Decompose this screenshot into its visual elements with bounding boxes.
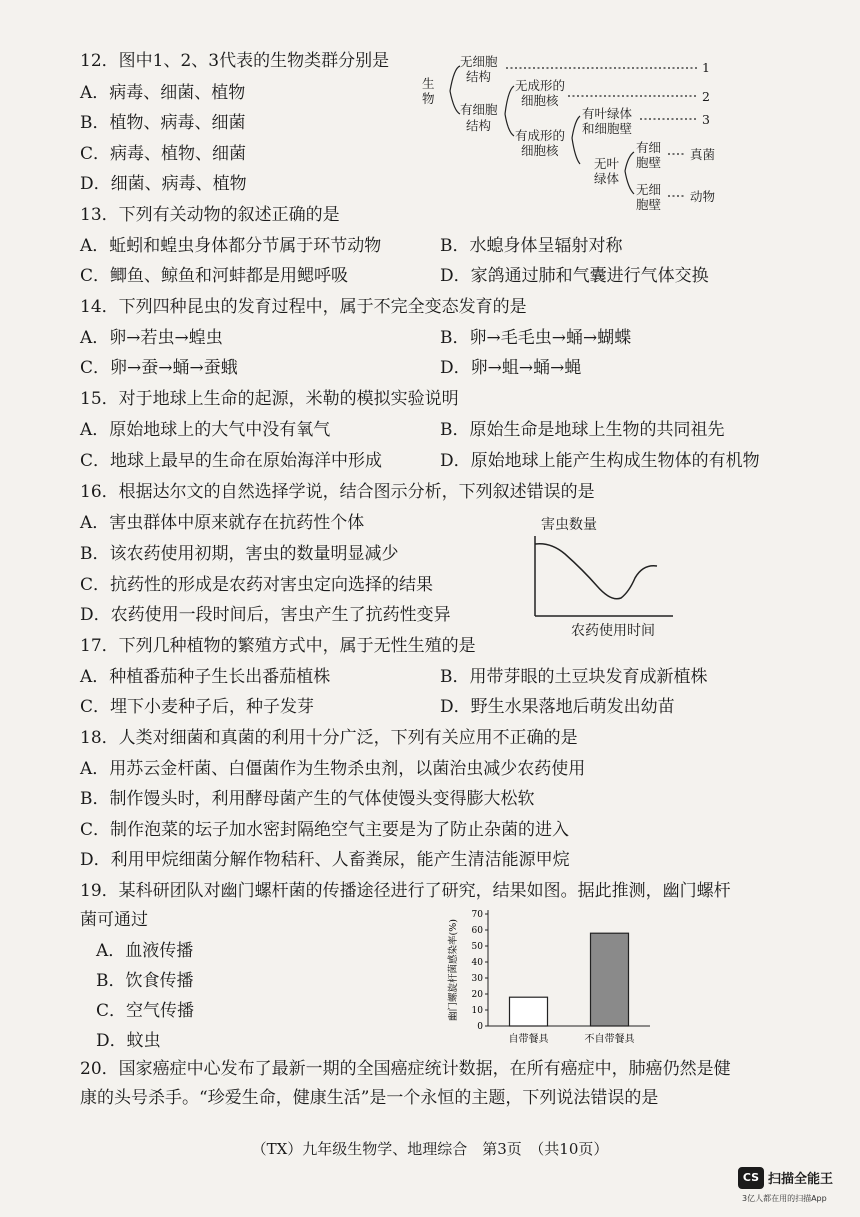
bar-chart-tick-label: 60 bbox=[471, 926, 483, 936]
q15-option-d: D．原始地球上能产生构成生物体的有机物 bbox=[440, 451, 760, 471]
diagram-has-wall-line1: 有细 bbox=[636, 140, 662, 155]
bar-chart-tick-label: 40 bbox=[471, 958, 483, 968]
q14-stem: 14．下列四种昆虫的发育过程中，属于不完全变态发育的是 bbox=[80, 297, 527, 317]
diagram-has-nucleus-line1: 有成形的 bbox=[515, 128, 566, 143]
pest-population-curve bbox=[535, 544, 657, 599]
diagram-root-label: 生物 bbox=[422, 76, 435, 106]
q19-stem-line2: 菌可通过 bbox=[80, 910, 148, 930]
bar-chart-ylabel: 幽门螺旋杆菌感染率(%) bbox=[448, 919, 459, 1021]
diagram-no-wall-line2: 胞壁 bbox=[636, 197, 662, 212]
q12-option-c: C．病毒、植物、细菌 bbox=[80, 144, 247, 164]
bar-chart-tick-label: 50 bbox=[471, 942, 483, 952]
bar-1 bbox=[510, 997, 548, 1026]
infection-rate-bar-chart bbox=[440, 900, 700, 1048]
q17-stem: 17．下列几种植物的繁殖方式中，属于无性生殖的是 bbox=[80, 636, 476, 656]
bar-chart-tick-label: 10 bbox=[471, 1006, 483, 1016]
diagram-has-cell-line2: 结构 bbox=[466, 118, 492, 133]
q16-option-b: B．该农药使用初期，害虫的数量明显减少 bbox=[80, 544, 399, 564]
q19-option-c: C．空气传播 bbox=[96, 1001, 195, 1021]
scanner-logo-icon: CS bbox=[738, 1167, 764, 1189]
diagram-no-nucleus-line1: 无成形的 bbox=[515, 78, 566, 93]
diagram-no-nucleus-line2: 细胞核 bbox=[521, 93, 559, 108]
q13-option-a: A．蚯蚓和蝗虫身体都分节属于环节动物 bbox=[80, 236, 382, 256]
q17-option-c: C．埋下小麦种子后，种子发芽 bbox=[80, 697, 315, 717]
q12-stem: 12．图中1、2、3代表的生物类群分别是 bbox=[80, 51, 390, 71]
q14-option-b: B．卵→毛毛虫→蛹→蝴蝶 bbox=[440, 328, 632, 348]
bar-chart-tick-label: 20 bbox=[471, 990, 483, 1000]
page-footer: （TX）九年级生物学、地理综合 第3页 （共10页） bbox=[251, 1140, 609, 1158]
q16-stem: 16．根据达尔文的自然选择学说，结合图示分析，下列叙述错误的是 bbox=[80, 482, 595, 502]
scanner-tagline: 3亿人都在用的扫描App bbox=[742, 1194, 827, 1203]
q19-option-a: A．血液传播 bbox=[96, 941, 194, 961]
diagram-has-wall-line2: 胞壁 bbox=[636, 155, 662, 170]
q16-option-a: A．害虫群体中原来就存在抗药性个体 bbox=[80, 513, 365, 533]
q18-option-d: D．利用甲烷细菌分解作物秸秆、人畜粪尿，能产生清洁能源甲烷 bbox=[80, 850, 570, 870]
q12-option-d: D．细菌、病毒、植物 bbox=[80, 174, 247, 194]
q14-option-a: A．卵→若虫→蝗虫 bbox=[80, 328, 223, 348]
diagram-no-wall-line1: 无细 bbox=[636, 182, 662, 197]
diagram-animal-label: 动物 bbox=[690, 189, 716, 204]
q13-stem: 13．下列有关动物的叙述正确的是 bbox=[80, 205, 340, 225]
q20-stem-line2: 康的头号杀手。“珍爱生命，健康生活”是一个永恒的主题，下列说法错误的是 bbox=[80, 1088, 659, 1108]
diagram-number-3: 3 bbox=[702, 112, 710, 127]
q15-option-a: A．原始地球上的大气中没有氧气 bbox=[80, 420, 331, 440]
diagram-no-chloroplast-line2: 绿体 bbox=[594, 171, 620, 186]
bar-chart-tick-label: 70 bbox=[471, 910, 483, 920]
q17-option-d: D．野生水果落地后萌发出幼苗 bbox=[440, 697, 675, 717]
diagram-number-1: 1 bbox=[702, 60, 710, 75]
diagram-no-cell-line2: 结构 bbox=[466, 69, 492, 84]
q16-option-c: C．抗药性的形成是农药对害虫定向选择的结果 bbox=[80, 575, 434, 595]
bar-chart-tick-label: 30 bbox=[471, 974, 483, 984]
q17-option-a: A．种植番茄种子生长出番茄植株 bbox=[80, 667, 331, 687]
diagram-chloroplast-wall-line2: 和细胞壁 bbox=[582, 121, 633, 136]
q15-option-b: B．原始生命是地球上生物的共同祖先 bbox=[440, 420, 725, 440]
q13-option-b: B．水螅身体呈辐射对称 bbox=[440, 236, 623, 256]
scanner-name: 扫描全能王 bbox=[768, 1172, 834, 1187]
q19-stem-line1: 19．某科研团队对幽门螺杆菌的传播途径进行了研究，结果如图。据此推测，幽门螺杆 bbox=[80, 881, 731, 901]
q14-option-d: D．卵→蛆→蛹→蝇 bbox=[440, 358, 582, 378]
diagram-fungi-label: 真菌 bbox=[690, 147, 716, 162]
q17-option-b: B．用带芽眼的土豆块发育成新植株 bbox=[440, 667, 708, 687]
bar-2 bbox=[591, 933, 629, 1026]
q18-option-a: A．用苏云金杆菌、白僵菌作为生物杀虫剂，以菌治虫减少农药使用 bbox=[80, 759, 586, 779]
diagram-has-nucleus-line2: 细胞核 bbox=[521, 143, 559, 158]
q15-option-c: C．地球上最早的生命在原始海洋中形成 bbox=[80, 451, 383, 471]
diagram-chloroplast-wall-line1: 有叶绿体 bbox=[582, 106, 633, 121]
diagram-no-cell-line1: 无细胞 bbox=[460, 54, 498, 69]
q13-option-d: D．家鸽通过肺和气囊进行气体交换 bbox=[440, 266, 709, 286]
q18-option-b: B．制作馒头时，利用酵母菌产生的气体使馒头变得膨大松软 bbox=[80, 789, 535, 809]
q16-option-d: D．农药使用一段时间后，害虫产生了抗药性变异 bbox=[80, 605, 451, 625]
pest-population-chart bbox=[525, 512, 695, 642]
diagram-no-chloroplast-line1: 无叶 bbox=[594, 156, 620, 171]
q15-stem: 15．对于地球上生命的起源，米勒的模拟实验说明 bbox=[80, 389, 459, 409]
bar-category-label: 自带餐具 bbox=[508, 1034, 549, 1045]
pest-chart-ylabel: 害虫数量 bbox=[541, 517, 597, 533]
q12-option-a: A．病毒、细菌、植物 bbox=[80, 83, 246, 103]
q19-option-b: B．饮食传播 bbox=[96, 971, 194, 991]
q18-option-c: C．制作泡菜的坛子加水密封隔绝空气主要是为了防止杂菌的进入 bbox=[80, 820, 570, 840]
q18-stem: 18．人类对细菌和真菌的利用十分广泛，下列有关应用不正确的是 bbox=[80, 728, 578, 748]
q12-option-b: B．植物、病毒、细菌 bbox=[80, 113, 246, 133]
q13-option-c: C．鲫鱼、鲸鱼和河蚌都是用鳃呼吸 bbox=[80, 266, 349, 286]
q20-stem-line1: 20．国家癌症中心发布了最新一期的全国癌症统计数据，在所有癌症中，肺癌仍然是健 bbox=[80, 1059, 731, 1079]
bar-category-label: 不自带餐具 bbox=[584, 1034, 635, 1045]
diagram-has-cell-line1: 有细胞 bbox=[460, 102, 498, 117]
classification-diagram bbox=[420, 46, 730, 216]
diagram-number-2: 2 bbox=[702, 89, 710, 104]
scanner-watermark bbox=[738, 1165, 848, 1209]
bar-chart-tick-label: 0 bbox=[477, 1022, 483, 1032]
q19-option-d: D．蚊虫 bbox=[96, 1031, 161, 1051]
pest-chart-xlabel: 农药使用时间 bbox=[571, 623, 655, 639]
q14-option-c: C．卵→蚕→蛹→蚕蛾 bbox=[80, 358, 238, 378]
